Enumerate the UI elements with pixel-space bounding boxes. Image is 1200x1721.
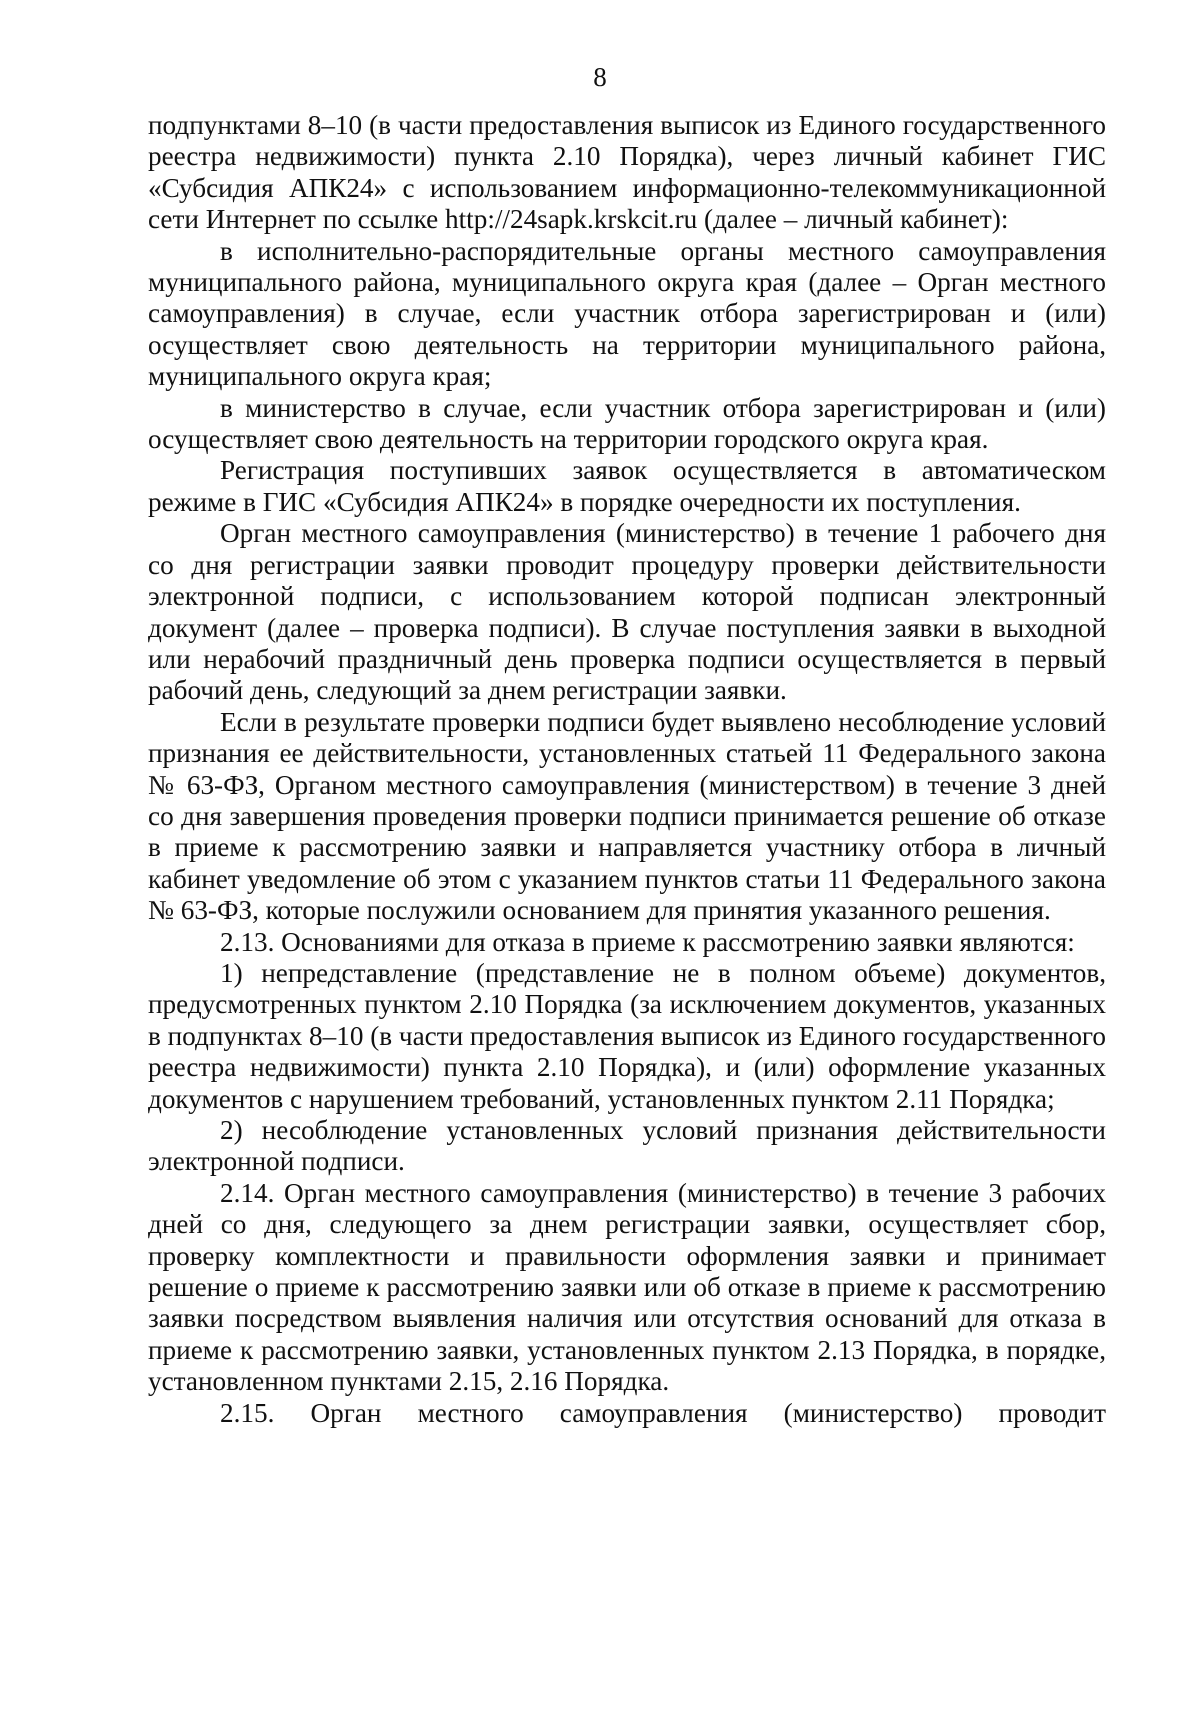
paragraph-2-13-heading: 2.13. Основаниями для отказа в приеме к рассмотрению заявки являются: [220, 926, 1075, 957]
paragraph-continuation: подпунктами 8–10 (в части предоставления выписок из Единого государственного реестра недвижимости) пункта 2.10 Порядка), через личный кабинет ГИС «Субсидия АПК24» с использованием информационно-телекоммуникационной сети Интернет по ссылке http://24sapk.krskcit.ru (далее – личный кабинет): [148, 110, 1106, 235]
paragraph-registration: Регистрация поступивших заявок осуществляется в автоматическом режиме в ГИС «Субсидия АПК24» в порядке очередности их поступления. [148, 455, 1106, 517]
paragraph-2-15: 2.15. Орган местного самоуправления (министерство) проводит [220, 1397, 1106, 1428]
paragraph-2-14: 2.14. Орган местного самоуправления (министерство) в течение 3 рабочих дней со дня, следующего за днем регистрации заявки, осуществляет сбор, проверку комплектности и правильности оформления заявки и принимает решение о приеме к рассмотрению заявки или об отказе в приеме к рассмотрению заявки посредством выявления наличия или отсутствия оснований для отказа в приеме к рассмотрению заявки, установленных пунктом 2.13 Порядка, в порядке, установленном пунктами 2.15, 2.16 Порядка. [148, 1177, 1106, 1397]
paragraph-local-authorities: в исполнительно-распорядительные органы местного самоуправления муниципального района, муниципального округа края (далее – Орган местного самоуправления) в случае, если участник отбора зарегистрирован и (или) осуществляет свою деятельность на территории муниципального района, муниципального округа края; [148, 235, 1106, 392]
document-body [148, 110, 1106, 1429]
paragraph-signature-failure: Если в результате проверки подписи будет выявлено несоблюдение условий признания ее действительности, установленных статьей 11 Федерального закона № 63-ФЗ, Органом местного самоуправления (министерством) в течение 3 дней со дня завершения проведения проверки подписи принимается решение об отказе в приеме к рассмотрению заявки и направляется участнику отбора в личный кабинет уведомление об этом с указанием пунктов статьи 11 Федерального закона № 63-ФЗ, которые послужили основанием для принятия указанного решения. [148, 706, 1106, 926]
paragraph-2-13-item-2: 2) несоблюдение установленных условий признания действительности электронной подписи. [148, 1115, 1106, 1177]
paragraph-signature-check: Орган местного самоуправления (министерство) в течение 1 рабочего дня со дня регистрации заявки проводит процедуру проверки действительности электронной подписи, с использованием которой подписан электронный документ (далее – проверка подписи). В случае поступления заявки в выходной или нерабочий праздничный день проверка подписи осуществляется в первый рабочий день, следующий за днем регистрации заявки. [148, 518, 1106, 706]
paragraph-2-13-item-1: 1) непредставление (представление не в полном объеме) документов, предусмотренных пунктом 2.10 Порядка (за исключением документов, указанных в подпунктах 8–10 (в части предоставления выписок из Единого государственного реестра недвижимости) пункта 2.10 Порядка), и (или) оформление указанных документов с нарушением требований, установленных пунктом 2.11 Порядка; [148, 957, 1106, 1114]
page-number: 8 [593, 62, 607, 92]
paragraph-ministry: в министерство в случае, если участник отбора зарегистрирован и (или) осуществляет свою деятельность на территории городского округа края. [148, 392, 1106, 455]
